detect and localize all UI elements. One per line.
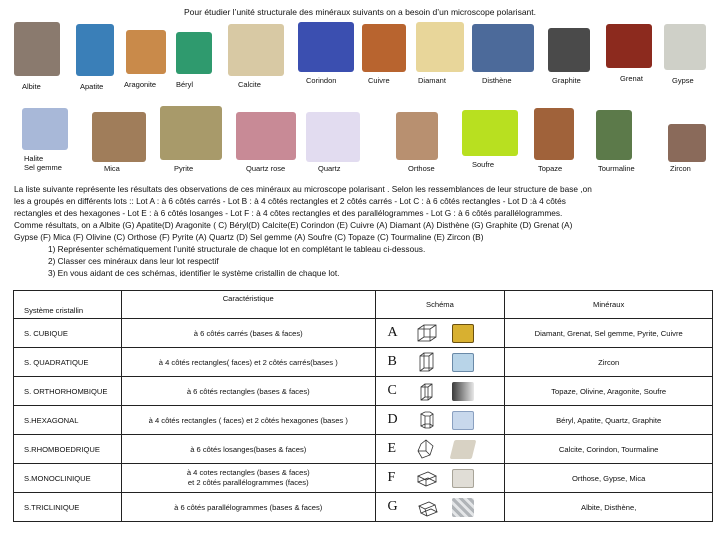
lot-letter: F bbox=[387, 470, 396, 485]
feature-cell: à 6 côtés losanges(bases & faces) bbox=[121, 435, 375, 464]
mineral-photo-quartz-rose bbox=[236, 112, 296, 160]
mineral-label-quartz: Quartz bbox=[318, 164, 341, 173]
mineral-photo-calcite bbox=[228, 24, 284, 76]
mineral-label-halite: Halite Sel gemme bbox=[24, 154, 62, 172]
mineral-photo-aragonite bbox=[126, 30, 166, 74]
mineral-label-calcite: Calcite bbox=[238, 80, 261, 89]
sample-swatch bbox=[452, 353, 474, 372]
paragraph-line: Comme résultats, on a Albite (G) Apatite(D) Aragonite ( C) Béryl(D) Calcite(E) Corindon (E) Cuivre (A) Diamant (A) Disthène (G) Graphite (D) Grenat (A) bbox=[14, 220, 573, 230]
tetragonal-prism-schema-icon bbox=[416, 352, 438, 372]
paragraph-line: La liste suivante représente les résultats des observations de ces minéraux au microscope polarisant . Selon les ressemblances de leur structure de base ,on bbox=[14, 184, 592, 194]
lot-letter: A bbox=[387, 325, 398, 340]
lot-letter: G bbox=[387, 499, 398, 514]
feature-cell: à 4 côtés rectangles( faces) et 2 côtés carrés(bases ) bbox=[121, 348, 375, 377]
minerals-cell: Zircon bbox=[505, 348, 713, 377]
sample-swatch bbox=[452, 498, 474, 517]
mineral-photo-orthose bbox=[396, 112, 438, 160]
question-2: 2) Classer ces minéraux dans leur lot respectif bbox=[48, 256, 219, 266]
schema-cell bbox=[375, 406, 505, 435]
feature-cell: à 6 côtés carrés (bases & faces) bbox=[121, 319, 375, 348]
feature-cell: à 6 côtés parallélogrammes (bases & faces) bbox=[121, 493, 375, 522]
minerals-cell: Albite, Disthène, bbox=[505, 493, 713, 522]
mineral-photo-graphite bbox=[548, 28, 590, 72]
lot-letter: E bbox=[387, 441, 397, 456]
header-schema: Schéma bbox=[375, 291, 505, 319]
page-title: Pour étudier l’unité structurale des minéraux suivants on a besoin d’un microscope polarisant. bbox=[184, 7, 536, 17]
mineral-label-beryl: Béryl bbox=[176, 80, 194, 89]
system-cell: S.RHOMBOEDRIQUE bbox=[14, 435, 122, 464]
mineral-photo-zircon bbox=[668, 124, 706, 162]
mineral-photo-mica bbox=[92, 112, 146, 162]
system-cell: S.HEXAGONAL bbox=[14, 406, 122, 435]
system-cell: S.TRICLINIQUE bbox=[14, 493, 122, 522]
mineral-photo-cuivre bbox=[362, 24, 406, 72]
header-system: Système cristallin bbox=[14, 291, 122, 319]
mineral-photo-halite bbox=[22, 108, 68, 150]
sample-swatch bbox=[449, 440, 476, 459]
feature-cell: à 4 côtés rectangles ( faces) et 2 côtés hexagones (bases ) bbox=[121, 406, 375, 435]
header-minerals: Minéraux bbox=[505, 291, 713, 319]
mineral-label-corindon: Corindon bbox=[306, 76, 337, 85]
mineral-label-apatite: Apatite bbox=[80, 82, 104, 91]
orthorhombic-prism-schema-icon bbox=[416, 381, 438, 401]
sample-swatch bbox=[452, 324, 474, 343]
table-row bbox=[14, 348, 713, 377]
paragraph-line: Gypse (F) Mica (F) Olivine (C) Orthose (F) Pyrite (A) Quartz (D) Sel gemme (A) Soufre (C) Topaze (C) Tourmaline (E) Zircon (B) bbox=[14, 232, 484, 242]
feature-cell: à 4 cotes rectangles (bases & faces) et 2 côtés parallélogrammes (faces) bbox=[121, 464, 375, 493]
table-row bbox=[14, 435, 713, 464]
header-feature: Caractéristique bbox=[121, 291, 375, 319]
minerals-cell: Béryl, Apatite, Quartz, Graphite bbox=[505, 406, 713, 435]
mineral-label-soufre: Soufre bbox=[472, 160, 495, 169]
mineral-label-mica: Mica bbox=[104, 164, 120, 173]
sample-swatch bbox=[452, 411, 474, 430]
schema-cell bbox=[375, 464, 505, 493]
mineral-label-gypse: Gypse bbox=[672, 76, 694, 85]
table-row bbox=[14, 377, 713, 406]
monoclinic-prism-schema-icon bbox=[416, 468, 438, 488]
minerals-cell: Topaze, Olivine, Aragonite, Soufre bbox=[505, 377, 713, 406]
hexagonal-prism-schema-icon bbox=[416, 410, 438, 430]
table-header-row bbox=[14, 291, 713, 319]
mineral-label-disthene: Disthène bbox=[482, 76, 512, 85]
table-row bbox=[14, 319, 713, 348]
mineral-photo-topaze bbox=[534, 108, 574, 160]
schema-cell bbox=[375, 319, 505, 348]
mineral-photo-disthene bbox=[472, 24, 534, 72]
sample-swatch bbox=[452, 469, 474, 488]
mineral-label-aragonite: Aragonite bbox=[124, 80, 157, 89]
mineral-photo-beryl bbox=[176, 32, 212, 74]
mineral-photo-corindon bbox=[298, 22, 354, 72]
mineral-photo-albite bbox=[14, 22, 60, 76]
rhombohedron-schema-icon bbox=[416, 439, 438, 459]
minerals-cell: Calcite, Corindon, Tourmaline bbox=[505, 435, 713, 464]
mineral-label-cuivre: Cuivre bbox=[368, 76, 390, 85]
mineral-label-graphite: Graphite bbox=[552, 76, 581, 85]
table-row bbox=[14, 406, 713, 435]
question-3: 3) En vous aidant de ces schémas, identifier le système cristallin de chaque lot. bbox=[48, 268, 340, 278]
system-cell: S. QUADRATIQUE bbox=[14, 348, 122, 377]
minerals-cell: Diamant, Grenat, Sel gemme, Pyrite, Cuivre bbox=[505, 319, 713, 348]
mineral-label-diamant: Diamant bbox=[418, 76, 446, 85]
system-cell: S. CUBIQUE bbox=[14, 319, 122, 348]
mineral-photo-pyrite bbox=[160, 106, 222, 160]
instructions-paragraph bbox=[14, 183, 714, 279]
table-row bbox=[14, 464, 713, 493]
question-1: 1) Représenter schématiquement l’unité structurale de chaque lot en complétant le tableau ci-dessous. bbox=[48, 244, 426, 254]
schema-cell bbox=[375, 435, 505, 464]
mineral-photo-grenat bbox=[606, 24, 652, 68]
mineral-label-orthose: Orthose bbox=[408, 164, 435, 173]
sample-swatch bbox=[452, 382, 474, 401]
lot-letter: B bbox=[387, 354, 397, 369]
mineral-label-albite: Albite bbox=[22, 82, 41, 91]
mineral-label-topaze: Topaze bbox=[538, 164, 563, 173]
lot-letter: C bbox=[387, 383, 397, 398]
mineral-label-pyrite: Pyrite bbox=[174, 164, 194, 173]
mineral-label-zircon: Zircon bbox=[670, 164, 691, 173]
mineral-photo-soufre bbox=[462, 110, 518, 156]
mineral-photo-diamant bbox=[416, 22, 464, 72]
schema-cell bbox=[375, 493, 505, 522]
crystal-systems-table bbox=[13, 290, 713, 522]
mineral-photo-tourmaline bbox=[596, 110, 632, 160]
system-cell: S.MONOCLINIQUE bbox=[14, 464, 122, 493]
paragraph-line: rectangles et des hexagones - Lot E : à 6 côtés losanges - Lot F : à 4 côtes rectangles et des parallélogrammes - Lot G : à 6 côtés parallélogrammes. bbox=[14, 208, 563, 218]
mineral-label-quartz-rose: Quartz rose bbox=[246, 164, 286, 173]
mineral-label-tourmaline: Tourmaline bbox=[598, 164, 635, 173]
minerals-cell: Orthose, Gypse, Mica bbox=[505, 464, 713, 493]
triclinic-prism-schema-icon bbox=[416, 497, 438, 517]
system-cell: S. ORTHORHOMBIQUE bbox=[14, 377, 122, 406]
mineral-label-grenat: Grenat bbox=[620, 74, 643, 83]
mineral-photo-gypse bbox=[664, 24, 706, 70]
mineral-photo-quartz bbox=[306, 112, 360, 162]
mineral-photo-apatite bbox=[76, 24, 114, 76]
paragraph-line: les a groupés en différents lots :: Lot A : à 6 côtés carrés - Lot B : à 4 côtés rectangles et 2 côtés carrés - Lot C : à 6 côtés rectangles - Lot D :à 4 côtés bbox=[14, 196, 566, 206]
schema-cell bbox=[375, 377, 505, 406]
feature-cell: à 6 côtés rectangles (bases & faces) bbox=[121, 377, 375, 406]
table-row bbox=[14, 493, 713, 522]
schema-cell bbox=[375, 348, 505, 377]
cube-schema-icon bbox=[416, 323, 438, 343]
lot-letter: D bbox=[387, 412, 398, 427]
